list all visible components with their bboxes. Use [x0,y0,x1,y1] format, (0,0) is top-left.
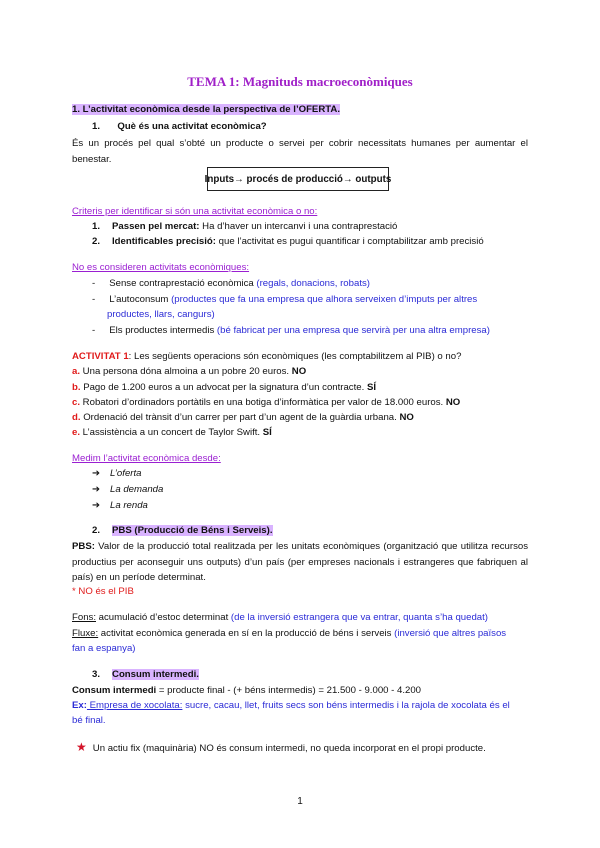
page-number: 1 [297,796,303,807]
not-considered-item: - Sense contraprestació econòmica (regals, donacions, robats) [92,278,370,289]
section-2-heading: 2. PBS (Producció de Béns i Serveis). [92,525,273,536]
process-box: Inputs→ procés de producció→ outputs [207,167,389,191]
page-title: TEMA 1: Magnituds macroeconòmiques [187,74,413,89]
activity-item: b. Pago de 1.200 euros a un advocat per la signatura d’un contracte. SÍ [72,382,377,393]
section-3-heading: 3. Consum intermedi. [92,669,199,680]
measure-title: Medim l’activitat econòmica desde: [72,453,221,464]
fluxe-line: Fluxe: activitat econòmica generada en sí en la producció de béns i serveis (inversió que altres països [72,628,507,639]
criteria-title: Criteris per identificar si són una activitat econòmica o no: [72,206,318,217]
activity-item: e. L’assistència a un concert de Taylor Swift. SÍ [72,427,272,438]
not-considered-title: No es consideren activitats econòmiques: [72,262,250,273]
criteria-item: 2. Identificables precisió: que l’activitat es pugui quantificar i comptabilitzar amb precisió [92,236,484,247]
example-line-cont: bé final. [72,715,106,726]
fons-line: Fons: acumulació d’estoc determinat (de la inversió estrangera que va entrar, quanta s’ha quedat) [72,612,488,623]
activity-item: c. Robatori d’ordinadors portàtils en una botiga d’informàtica per valor de 18.000 euros. NO [72,397,461,408]
arrow-right-icon: ➔ [92,468,101,479]
measure-item: ➔ La renda [92,500,148,511]
star-icon: ★ [76,740,87,754]
criteria-item: 1. Passen pel mercat: Ha d’haver un intercanvi i una contraprestació [92,221,398,232]
fluxe-line-cont: fan a espanya) [72,643,136,654]
arrow-right-icon: ➔ [92,484,101,495]
measure-item: ➔ L’oferta [92,468,142,479]
section-1-heading: 1. L’activitat econòmica desde la perspectiva de l’OFERTA. [72,104,341,115]
definition-paragraph: És un procés pel qual s’obté un producte o servei per cobrir necessitats humanes per aumentar el benestar. [72,138,528,165]
question-1: 1. Què és una activitat econòmica? [92,121,267,132]
activity-item: d. Ordenació del trànsit d’un carrer per part d’un agent de la guàrdia urbana. NO [72,412,414,423]
fixed-asset-note: ★ Un actiu fix (maquinària) NO és consum intermedi, no queda incorporat en el propi producte. [76,740,486,754]
consumption-formula: Consum intermedi = producte final - (+ béns intermedis) = 21.500 - 9.000 - 4.200 [72,685,422,696]
measure-item: ➔ La demanda [92,484,164,495]
example-line: Ex: Empresa de xocolata: sucre, cacau, llet, fruits secs son béns intermedis i la rajola de xocolata és el [72,700,510,711]
activity-question: ACTIVITAT 1: Les següents operacions són econòmiques (les comptabilitzem al PIB) o no? [72,351,462,362]
not-considered-item: - L’autoconsum (productes que fa una empresa que alhora serveixen d’imputs per altres [92,294,478,305]
arrow-right-icon: ➔ [92,500,101,511]
pbs-note: * NO és el PIB [72,586,134,597]
pbs-definition: PBS: Valor de la producció total realitzada per les unitats econòmiques (organització que utilitza recursos productius per aconseguir uns outputs) d’un país (per empreses nacionals i estrangeres que fabriquen al país) en un període determinat. [72,541,528,583]
not-considered-item: - Els productes intermedis (bé fabricat per una empresa que servirà per una altra empresa) [92,325,490,336]
activity-item: a. Una persona dóna almoina a un pobre 20 euros. NO [72,366,307,377]
not-considered-item-cont: productes, llars, cangurs) [107,309,215,320]
